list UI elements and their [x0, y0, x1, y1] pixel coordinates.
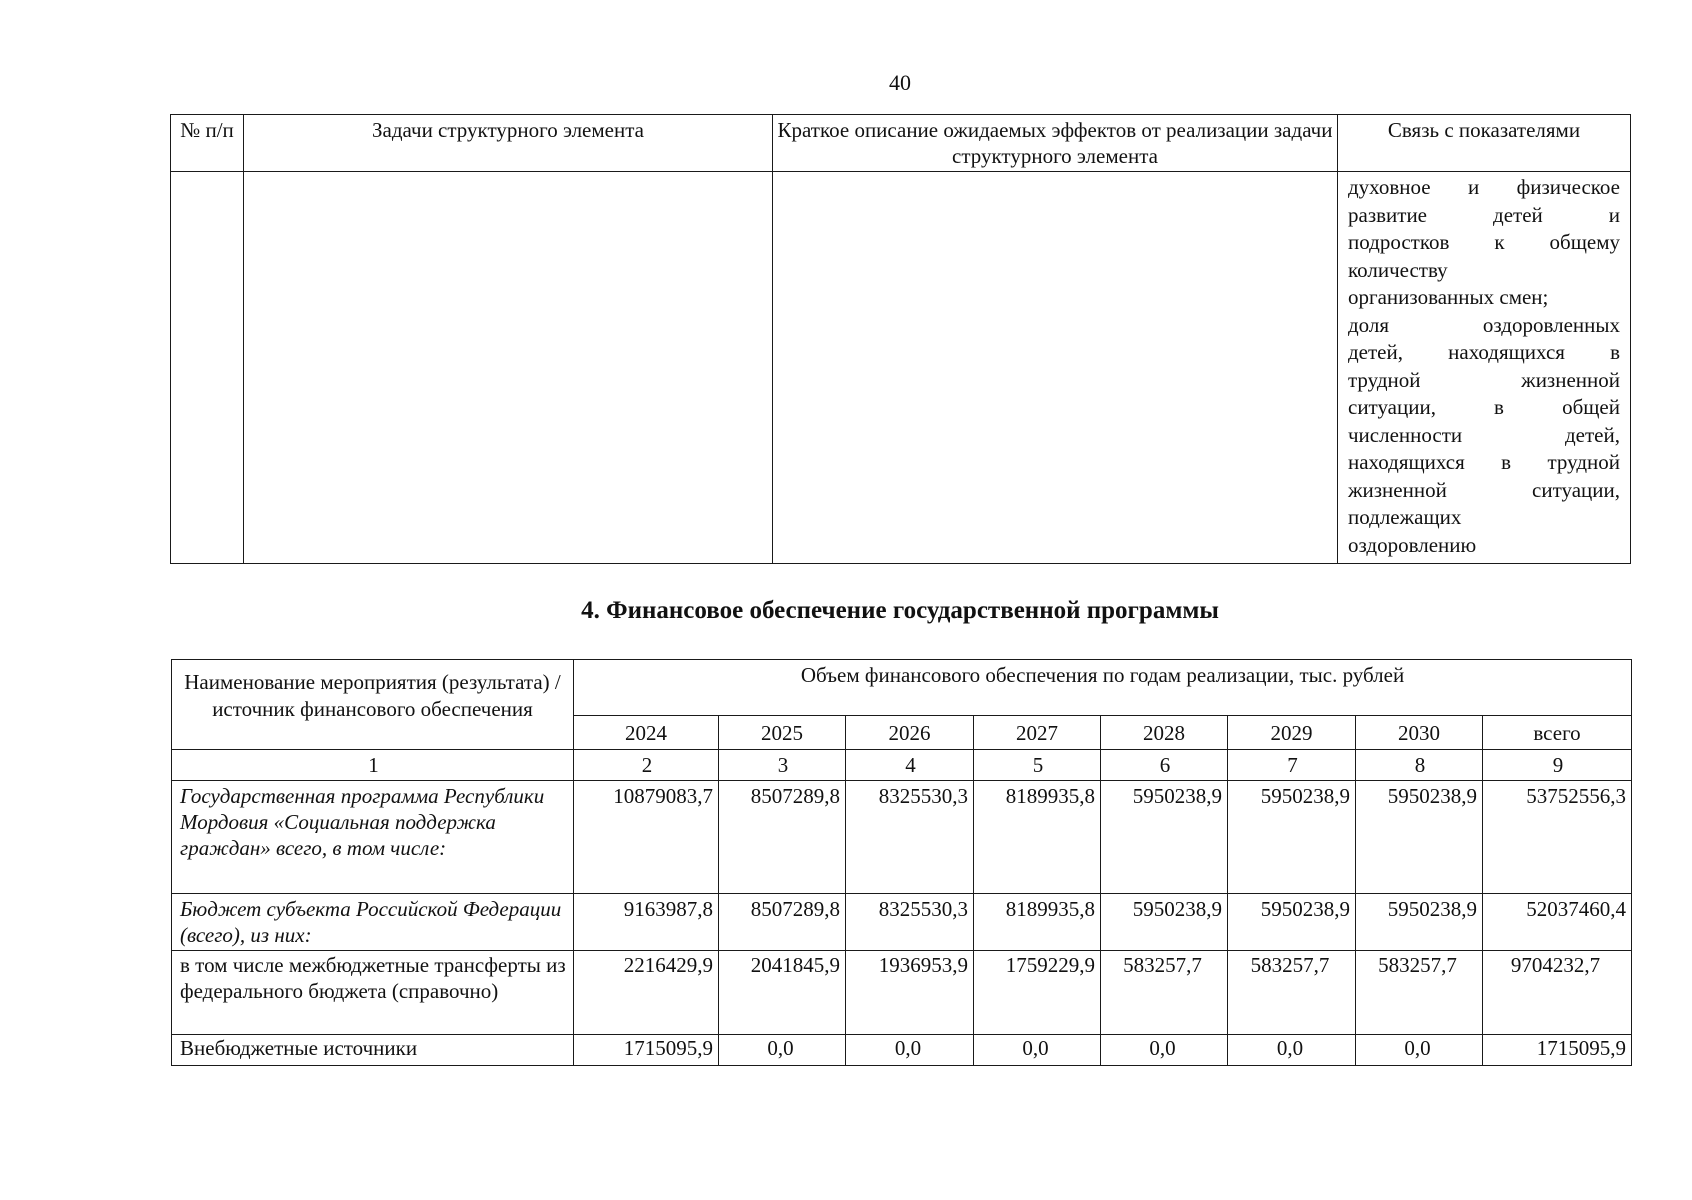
- row-name: в том числе межбюджетные трансферты из федерального бюджета (справочно): [172, 951, 574, 1035]
- value-cell: 8507289,8: [719, 894, 846, 951]
- column-number: 1: [172, 750, 574, 781]
- column-number: 5: [974, 750, 1101, 781]
- finance-row-extrabudgetary: [172, 1035, 1632, 1066]
- finance-row-regional-budget: [172, 894, 1632, 951]
- value-cell: 0,0: [1356, 1035, 1483, 1066]
- total-value-cell: 53752556,3: [1483, 781, 1632, 894]
- value-cell: 8189935,8: [974, 894, 1101, 951]
- indicator-line: развитие детей и: [1348, 202, 1620, 227]
- column-number: 2: [574, 750, 719, 781]
- header-financing-volume: Объем финансового обеспечения по годам реализации, тыс. рублей: [574, 660, 1632, 716]
- header-activity-name: Наименование мероприятия (результата) / источник финансового обеспечения: [172, 660, 574, 750]
- value-cell: 8325530,3: [846, 894, 974, 951]
- year-header: 2028: [1101, 716, 1228, 750]
- value-cell: 0,0: [846, 1035, 974, 1066]
- value-cell: 8325530,3: [846, 781, 974, 894]
- finance-table: [171, 659, 1632, 1066]
- finance-row-program-total: [172, 781, 1632, 894]
- year-header: 2026: [846, 716, 974, 750]
- total-value-cell: 52037460,4: [1483, 894, 1632, 951]
- section-title: 4. Финансовое обеспечение государственной программы: [581, 597, 1219, 624]
- column-number: 8: [1356, 750, 1483, 781]
- column-numbers-row: [172, 750, 1632, 781]
- column-number: 6: [1101, 750, 1228, 781]
- value-cell: 5950238,9: [1228, 894, 1356, 951]
- indicator-line: трудной жизненной: [1348, 367, 1620, 392]
- indicator-line: подлежащих: [1348, 505, 1462, 529]
- value-cell: 0,0: [719, 1035, 846, 1066]
- year-header: 2027: [974, 716, 1101, 750]
- header-indicators: Связь с показателями: [1338, 115, 1631, 172]
- page-number: 40: [889, 70, 911, 95]
- indicator-line: подростков к общему: [1348, 230, 1620, 254]
- tasks-table-row: [171, 172, 1631, 564]
- indicator-line: численности детей,: [1348, 422, 1620, 447]
- indicator-line: духовное и физическое: [1348, 175, 1620, 199]
- value-cell: 9163987,8: [574, 894, 719, 951]
- value-cell: 1759229,9: [974, 951, 1101, 1035]
- year-header: 2030: [1356, 716, 1483, 750]
- indicator-line: детей, находящихся в: [1348, 340, 1620, 364]
- indicator-line: организованных смен;: [1348, 285, 1549, 309]
- value-cell: 1936953,9: [846, 951, 974, 1035]
- value-cell: 0,0: [974, 1035, 1101, 1066]
- indicator-line: количеству: [1348, 257, 1448, 282]
- column-number: 3: [719, 750, 846, 781]
- value-cell: 8189935,8: [974, 781, 1101, 894]
- task-description-cell: [244, 172, 773, 564]
- value-cell: 10879083,7: [574, 781, 719, 894]
- row-name: Внебюджетные источники: [172, 1035, 574, 1066]
- indicator-line: оздоровлению: [1348, 532, 1477, 557]
- task-num-cell: [171, 172, 244, 564]
- total-value-cell: 1715095,9: [1483, 1035, 1632, 1066]
- indicator-line: находящихся в трудной: [1348, 450, 1620, 474]
- value-cell: 0,0: [1101, 1035, 1228, 1066]
- value-cell: 583257,7: [1228, 951, 1356, 1035]
- value-cell: 1715095,9: [574, 1035, 719, 1066]
- indicator-line: жизненной ситуации,: [1348, 477, 1620, 502]
- value-cell: 0,0: [1228, 1035, 1356, 1066]
- row-name: Бюджет субъекта Российской Федерации (всего), из них:: [172, 894, 574, 951]
- finance-header-row: [172, 660, 1632, 716]
- row-name: Государственная программа Республики Мордовия «Социальная поддержка граждан» всего, в том числе:: [172, 781, 574, 894]
- year-header: 2025: [719, 716, 846, 750]
- year-header: 2029: [1228, 716, 1356, 750]
- value-cell: 2041845,9: [719, 951, 846, 1035]
- value-cell: 5950238,9: [1356, 894, 1483, 951]
- column-number: 9: [1483, 750, 1632, 781]
- year-header: 2024: [574, 716, 719, 750]
- header-effects: Краткое описание ожидаемых эффектов от реализации задачи структурного элемента: [773, 115, 1338, 172]
- column-number: 4: [846, 750, 974, 781]
- value-cell: 583257,7: [1356, 951, 1483, 1035]
- tasks-table-header-row: [171, 115, 1631, 172]
- value-cell: 583257,7: [1101, 951, 1228, 1035]
- finance-row-federal-transfers: [172, 951, 1632, 1035]
- task-indicators-cell: [1338, 172, 1631, 564]
- value-cell: 8507289,8: [719, 781, 846, 894]
- indicator-line: ситуации, в общей: [1348, 395, 1620, 419]
- total-value-cell: 9704232,7: [1483, 951, 1632, 1035]
- value-cell: 5950238,9: [1101, 781, 1228, 894]
- value-cell: 2216429,9: [574, 951, 719, 1035]
- value-cell: 5950238,9: [1101, 894, 1228, 951]
- value-cell: 5950238,9: [1228, 781, 1356, 894]
- tasks-table: [170, 114, 1631, 564]
- header-tasks: Задачи структурного элемента: [244, 115, 773, 172]
- value-cell: 5950238,9: [1356, 781, 1483, 894]
- total-header: всего: [1483, 716, 1632, 750]
- column-number: 7: [1228, 750, 1356, 781]
- header-num: № п/п: [171, 115, 244, 172]
- indicator-line: доля оздоровленных: [1348, 312, 1620, 337]
- task-effects-cell: [773, 172, 1338, 564]
